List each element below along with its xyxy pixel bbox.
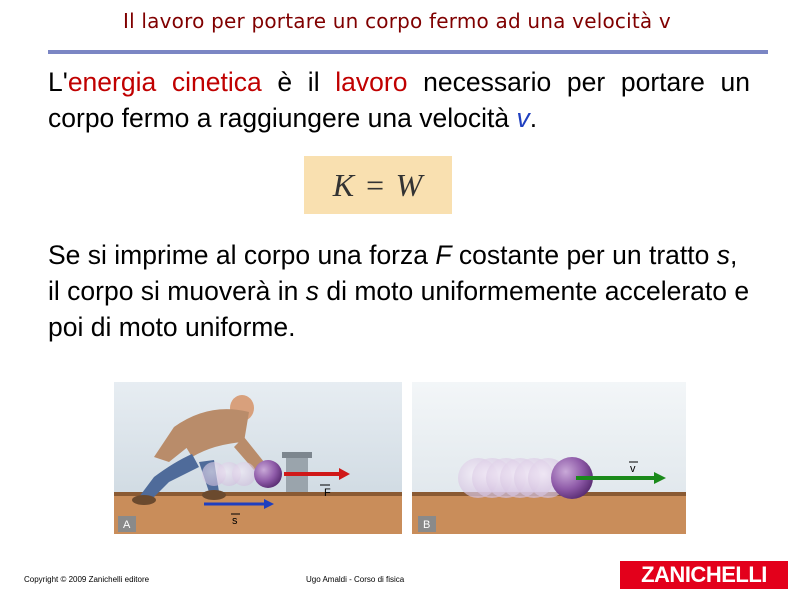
text-segment: , il corpo si muoverà in xyxy=(48,240,738,306)
text-segment: di moto uniformemente accelerato e poi di moto uniforme. xyxy=(48,276,750,342)
paragraph-definition xyxy=(48,64,750,136)
panel-b-label: B xyxy=(423,519,431,531)
formula-box: K = W xyxy=(304,156,452,214)
symbol-velocity: v xyxy=(516,103,530,133)
term-work: lavoro xyxy=(335,67,408,97)
text-segment: L' xyxy=(48,67,68,97)
paragraph-force xyxy=(48,237,750,345)
force-label: F xyxy=(324,487,331,499)
zanichelli-logo: ZANICHELLI xyxy=(620,561,788,589)
panel-a-floor xyxy=(114,494,402,534)
bowling-illustration xyxy=(114,382,686,534)
panel-a-label: A xyxy=(123,519,131,531)
panel-b-floor xyxy=(412,494,686,534)
text-segment: . xyxy=(529,103,538,133)
symbol-distance: s xyxy=(716,240,730,270)
illustration-svg xyxy=(114,382,686,534)
symbol-distance: s xyxy=(305,276,319,306)
term-kinetic-energy: energia cinetica xyxy=(67,67,262,97)
title-underline xyxy=(48,50,768,54)
ball-trail-a xyxy=(202,462,256,486)
text-segment: costante per un tratto xyxy=(451,240,717,270)
bowling-ball-a xyxy=(254,460,282,488)
displacement-label: s xyxy=(232,515,238,527)
slide-title: Il lavoro per portare un corpo fermo ad una velocità v xyxy=(123,9,671,33)
text-segment: Se si imprime al corpo una forza xyxy=(48,240,436,270)
symbol-force: F xyxy=(435,240,452,270)
text-segment: necessario per portare un corpo fermo a raggiungere una velocità xyxy=(48,67,750,133)
copyright-text: Copyright © 2009 Zanichelli editore xyxy=(24,575,150,584)
text-segment: è il xyxy=(261,67,336,97)
velocity-label: v xyxy=(630,463,636,475)
author-text: Ugo Amaldi - Corso di fisica xyxy=(306,575,405,584)
